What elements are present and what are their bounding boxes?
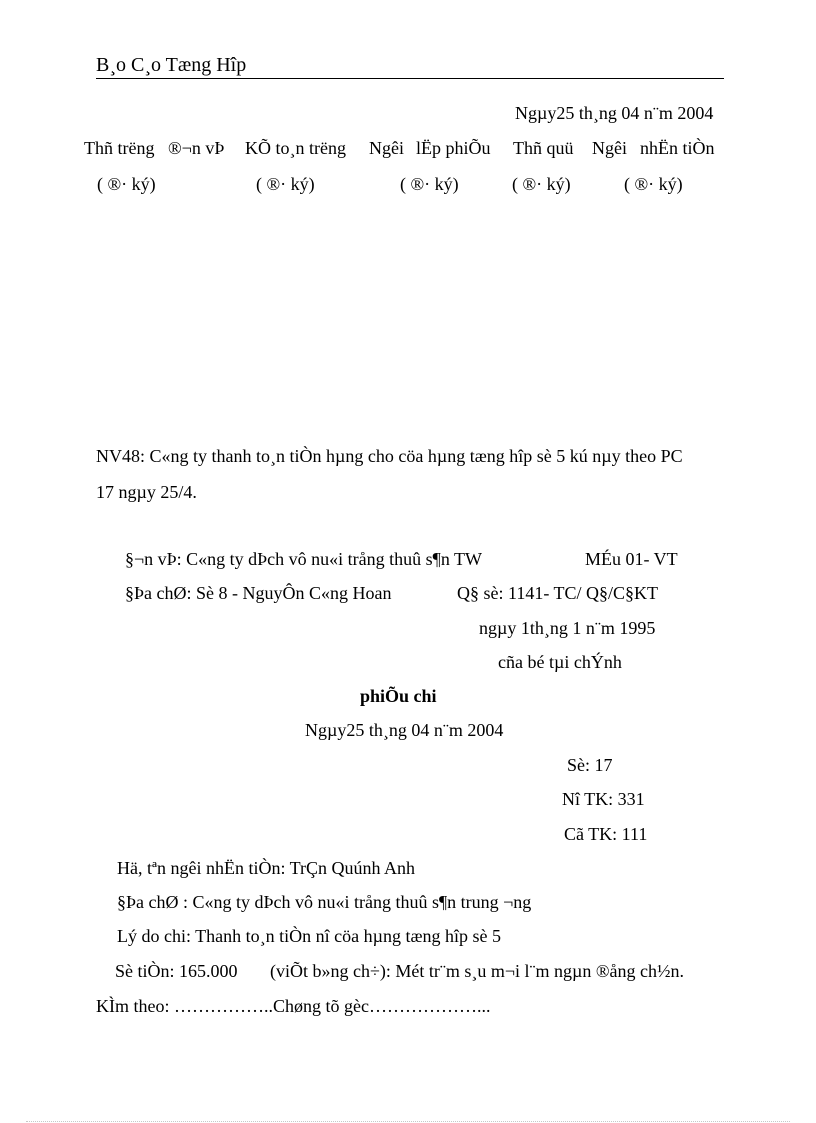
voucher-amount: Sè tiÒn: 165.000	[115, 961, 238, 981]
sign-note-head: ( ®· ký)	[97, 174, 156, 194]
voucher-recipient-address: §Þa chØ : C«ng ty dÞch vô nu«i trång thuû s¶n trung ¬ng	[117, 892, 532, 912]
voucher-form-number: MÉu 01- VT	[585, 549, 678, 569]
sign-note-accountant: ( ®· ký)	[256, 174, 315, 194]
voucher-decision: Q§ sè: 1141- TC/ Q§/C§KT	[457, 583, 658, 603]
sign-note-preparer: ( ®· ký)	[400, 174, 459, 194]
voucher-attachments: KÌm theo: ……………..Chøng tõ gèc………………...	[96, 996, 491, 1016]
signature-date: Ngµy25 th¸ng 04 n¨m 2004	[515, 103, 714, 123]
sign-note-cashier: ( ®· ký)	[512, 174, 571, 194]
role-recipient-2: nhËn tiÒn	[640, 138, 715, 158]
role-cashier: Thñ quü	[513, 138, 574, 158]
nv48-line-2: 17 ngµy 25/4.	[96, 482, 197, 502]
voucher-title: phiÕu chi	[360, 686, 437, 706]
voucher-debit-account: Nî TK: 331	[562, 789, 645, 809]
voucher-unit: §¬n vÞ: C«ng ty dÞch vô nu«i trång thuû s¶n TW	[125, 549, 482, 569]
voucher-date: Ngµy25 th¸ng 04 n¨m 2004	[305, 720, 504, 740]
page-header-title: B¸o C¸o Tæng Hîp	[96, 54, 247, 76]
page-bottom-dotted-line	[26, 1121, 790, 1122]
voucher-credit-account: Cã TK: 111	[564, 824, 648, 844]
role-head-of-unit-2: ®¬n vÞ	[168, 138, 225, 158]
sign-note-recipient: ( ®· ký)	[624, 174, 683, 194]
role-chief-accountant: KÕ to¸n trëng	[245, 138, 346, 158]
role-head-of-unit-1: Thñ trëng	[84, 138, 155, 158]
voucher-decision-date: ngµy 1th¸ng 1 n¨m 1995	[479, 618, 656, 638]
voucher-recipient: Hä, tªn ngêi nhËn tiÒn: TrÇn Quúnh Anh	[117, 858, 415, 878]
voucher-number: Sè: 17	[567, 755, 613, 775]
voucher-address: §Þa chØ: Sè 8 - NguyÔn C«ng Hoan	[125, 583, 392, 603]
role-recipient-1: Ngêi	[592, 138, 627, 158]
nv48-line-1: NV48: C«ng ty thanh to¸n tiÒn hµng cho cöa hµng tæng hîp sè 5 kú nµy theo PC	[96, 446, 683, 466]
header-divider	[96, 78, 724, 79]
voucher-reason: Lý do chi: Thanh to¸n tiÒn nî cöa hµng tæng hîp sè 5	[117, 926, 501, 946]
role-preparer-2: lËp phiÕu	[416, 138, 491, 158]
voucher-issuer: cña bé tµi chÝnh	[498, 652, 622, 672]
role-preparer-1: Ngêi	[369, 138, 404, 158]
voucher-amount-words: (viÕt b»ng ch÷): Mét tr¨m s¸u m¬i l¨m ngµn ®ång ch½n.	[270, 961, 685, 981]
